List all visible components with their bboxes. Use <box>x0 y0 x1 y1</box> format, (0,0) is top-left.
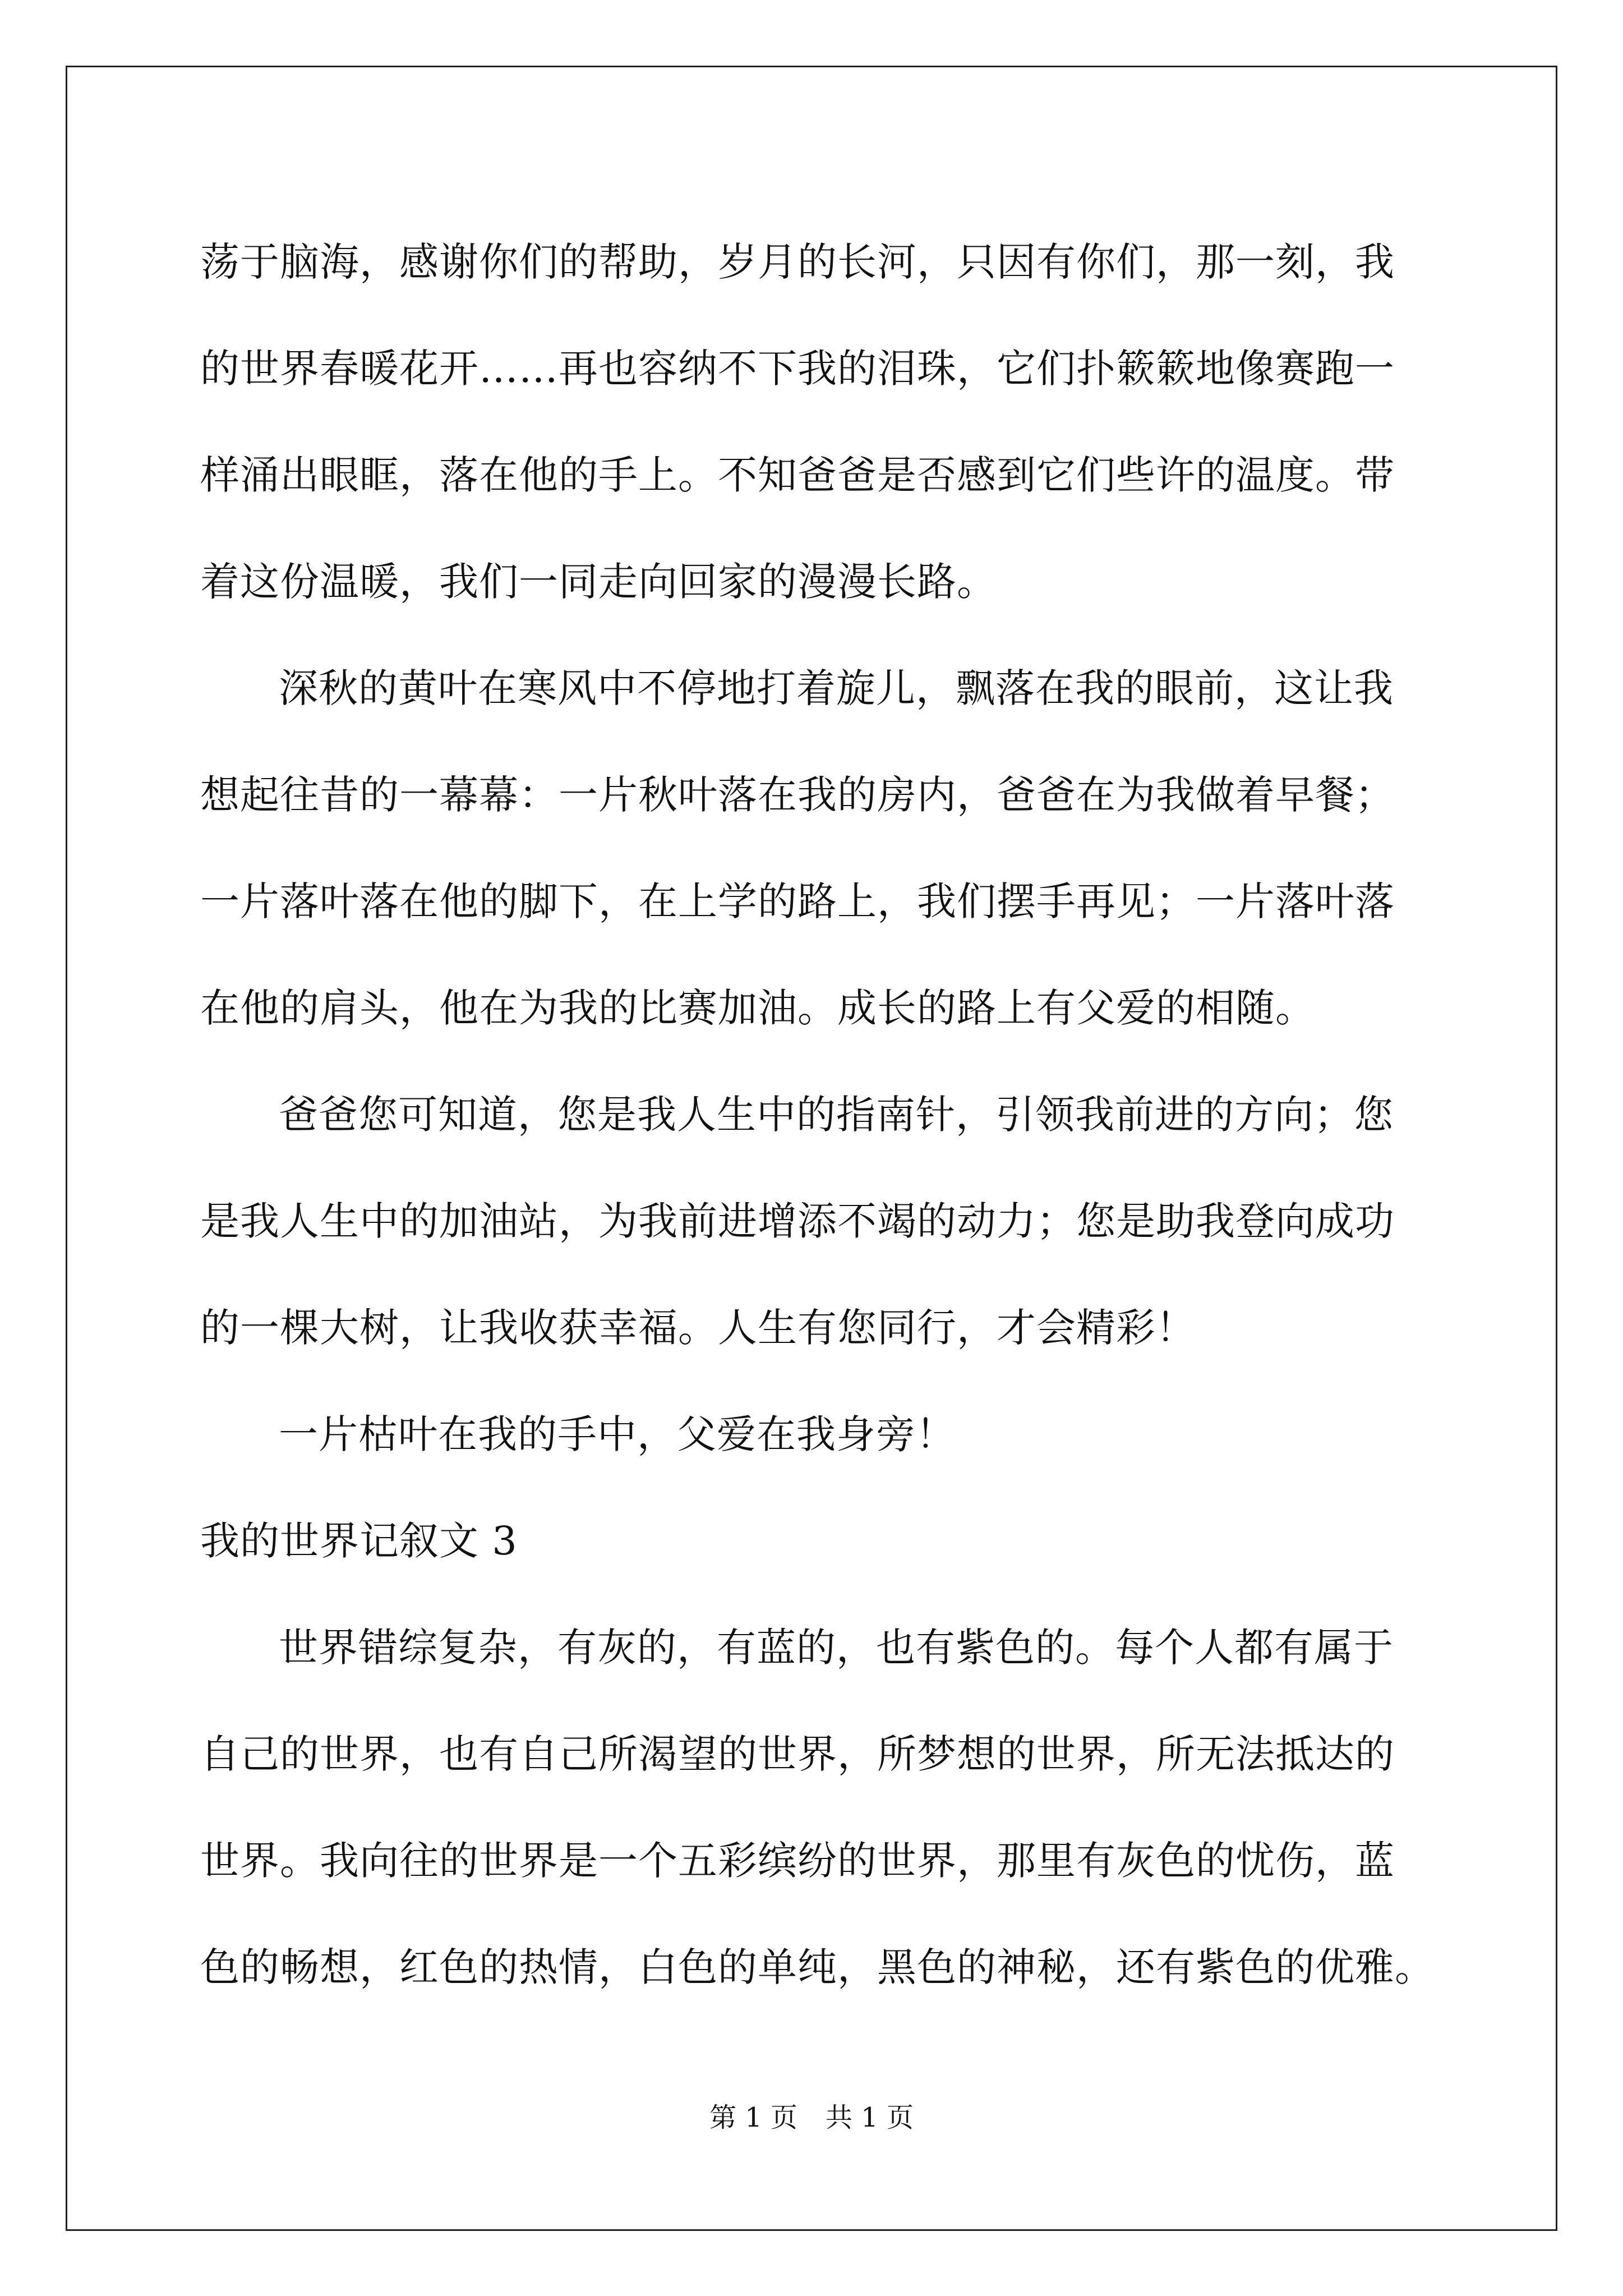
body-text-line: 色的畅想，红色的热情，白色的单纯，黑色的神秘，还有紫色的优雅。 <box>200 1944 1435 1990</box>
document-body <box>200 209 1434 2021</box>
body-text-line: 想起往昔的一幕幕：一片秋叶落在我的房内，爸爸在为我做着早餐； <box>200 772 1395 818</box>
section-heading: 我的世界记叙文 3 <box>200 1518 518 1564</box>
paragraph-first-line: 一片枯叶在我的手中，父爱在我身旁！ <box>279 1411 956 1457</box>
body-text-line: 着这份温暖，我们一同走向回家的漫漫长路。 <box>200 559 997 605</box>
page-footer <box>0 2101 1623 2134</box>
body-text-line: 一片落叶落在他的脚下，在上学的路上，我们摆手再见；一片落叶落 <box>200 878 1395 924</box>
paragraph-first-line: 爸爸您可知道，您是我人生中的指南针，引领我前进的方向；您 <box>279 1092 1394 1138</box>
body-text-line: 世界。我向往的世界是一个五彩缤纷的世界，那里有灰色的忧伤，蓝 <box>200 1838 1395 1884</box>
body-text-line: 在他的肩头，他在为我的比赛加油。成长的路上有父爱的相随。 <box>200 985 1315 1031</box>
body-text-line: 荡于脑海，感谢你们的帮助，岁月的长河，只因有你们，那一刻，我 <box>200 239 1395 285</box>
body-text-line: 的一棵大树，让我收获幸福。人生有您同行，才会精彩！ <box>200 1305 1196 1351</box>
body-text-line: 是我人生中的加油站，为我前进增添不竭的动力；您是助我登向成功 <box>200 1198 1395 1244</box>
body-text-line: 样涌出眼眶，落在他的手上。不知爸爸是否感到它们些许的温度。带 <box>200 452 1395 498</box>
paragraph-first-line: 深秋的黄叶在寒风中不停地打着旋儿，飘落在我的眼前，这让我 <box>279 665 1394 711</box>
page-number: 第 1 页 <box>709 2102 797 2133</box>
page-total: 共 1 页 <box>826 2102 914 2133</box>
body-text-line: 的世界春暖花开……再也容纳不下我的泪珠，它们扑簌簌地像赛跑一 <box>200 346 1395 392</box>
body-text-line: 自己的世界，也有自己所渴望的世界，所梦想的世界，所无法抵达的 <box>200 1731 1395 1777</box>
paragraph-first-line: 世界错综复杂，有灰的，有蓝的，也有紫色的。每个人都有属于 <box>279 1625 1394 1671</box>
